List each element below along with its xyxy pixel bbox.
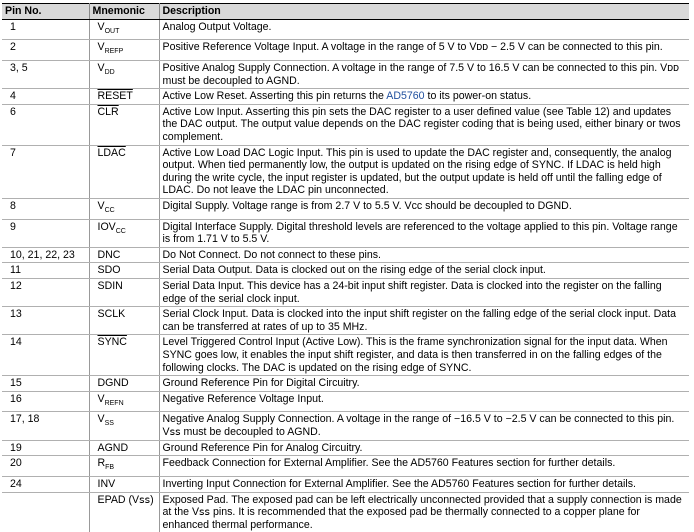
table-row bbox=[2, 145, 689, 198]
mnemonic-subscript: REFN bbox=[104, 399, 124, 407]
pin-description: Active Low Load DAC Logic Input. This pin is used to update the DAC register and, consequently, the analog output. When tied permanently low, the output is updated on the rising edge of SYNC. If LDAC is held high during the write cycle, the input register is updated, but the output update is held off until the falling edge of LDAC. Do not leave the LDAC pin unconnected. bbox=[159, 145, 689, 198]
pin-number: 20 bbox=[2, 456, 89, 477]
pin-mnemonic bbox=[89, 263, 159, 279]
mnemonic-text: $\overline{CLR}$ bbox=[97, 105, 119, 118]
table-row bbox=[2, 19, 689, 40]
table-row bbox=[2, 279, 689, 307]
pin-number bbox=[2, 492, 89, 532]
mnemonic-text: V bbox=[97, 199, 105, 212]
pin-mnemonic bbox=[89, 307, 159, 335]
pin-mnemonic bbox=[89, 391, 159, 412]
mnemonic-subscript: CC bbox=[104, 207, 115, 215]
table-row bbox=[2, 376, 689, 392]
pin-description: Inverting Input Connection for External Amplifier. See the AD5760 Features section for further details. bbox=[159, 476, 689, 492]
pin-description: Feedback Connection for External Amplifier. See the AD5760 Features section for further details. bbox=[159, 456, 689, 477]
pin-mnemonic bbox=[89, 61, 159, 89]
table-row bbox=[2, 104, 689, 145]
pin-number: 4 bbox=[2, 89, 89, 105]
pin-number: 7 bbox=[2, 145, 89, 198]
pin-number: 15 bbox=[2, 376, 89, 392]
pin-number: 8 bbox=[2, 198, 89, 219]
pin-mnemonic bbox=[89, 335, 159, 376]
pin-number: 14 bbox=[2, 335, 89, 376]
table-row bbox=[2, 412, 689, 440]
table-row bbox=[2, 40, 689, 61]
mnemonic-text: SYNC bbox=[97, 336, 127, 349]
pin-mnemonic bbox=[89, 247, 159, 263]
pin-number: 11 bbox=[2, 263, 89, 279]
table-row bbox=[2, 198, 689, 219]
pin-mnemonic bbox=[89, 412, 159, 440]
table-row bbox=[2, 89, 689, 105]
ad5760-link[interactable]: AD5760 bbox=[386, 90, 425, 103]
pin-description: Negative Analog Supply Connection. A voltage in the range of −16.5 V to −2.5 V can be connected to this pin. Vꜱꜱ must be decoupled to AGND. bbox=[159, 412, 689, 440]
pin-mnemonic bbox=[89, 40, 159, 61]
pin-description: Serial Clock Input. Data is clocked into the input shift register on the falling edge of the serial clock input. Data can be transferred at rates of up to 35 MHz. bbox=[159, 307, 689, 335]
mnemonic-text: RESET bbox=[97, 90, 133, 103]
mnemonic-text: DGND bbox=[97, 377, 129, 390]
pin-number: 17, 18 bbox=[2, 412, 89, 440]
pin-number: 10, 21, 22, 23 bbox=[2, 247, 89, 263]
pin-number: 6 bbox=[2, 104, 89, 145]
pin-description: Ground Reference Pin for Digital Circuitry. bbox=[159, 376, 689, 392]
pin-mnemonic bbox=[89, 476, 159, 492]
pin-mnemonic bbox=[89, 440, 159, 456]
pin-description: Level Triggered Control Input (Active Low). This is the frame synchronization signal for the input data. When SYNC goes low, it enables the input shift register, and data is then transferred in on the falling edges of the following clocks. The DAC is updated on the rising edge of SYNC. bbox=[159, 335, 689, 376]
pin-description: Serial Data Input. This device has a 24-bit input shift register. Data is clocked into the register on the falling edge of the serial clock input. bbox=[159, 279, 689, 307]
mnemonic-text: V bbox=[97, 41, 105, 54]
mnemonic-subscript: DD bbox=[104, 69, 115, 77]
mnemonic-text: LDAC bbox=[97, 146, 126, 159]
mnemonic-subscript: OUT bbox=[104, 27, 120, 35]
header-pin: Pin No. bbox=[2, 4, 89, 20]
pin-number: 13 bbox=[2, 307, 89, 335]
mnemonic-subscript: FB bbox=[105, 464, 115, 472]
mnemonic-text: DNC bbox=[97, 248, 121, 261]
pin-mnemonic bbox=[89, 492, 159, 532]
table-row bbox=[2, 219, 689, 247]
pin-mnemonic bbox=[89, 456, 159, 477]
table-row bbox=[2, 335, 689, 376]
pin-number: 3, 5 bbox=[2, 61, 89, 89]
pin-description: Serial Data Output. Data is clocked out on the rising edge of the serial clock input. bbox=[159, 263, 689, 279]
pin-description: Do Not Connect. Do not connect to these pins. bbox=[159, 247, 689, 263]
table-row bbox=[2, 61, 689, 89]
mnemonic-subscript: REFP bbox=[104, 48, 124, 56]
mnemonic-text: V bbox=[97, 413, 105, 426]
mnemonic-text: SDIN bbox=[97, 280, 123, 293]
mnemonic-text: V bbox=[97, 62, 105, 74]
pin-mnemonic bbox=[89, 19, 159, 40]
header-description: Description bbox=[159, 4, 689, 20]
pin-mnemonic bbox=[89, 219, 159, 247]
pin-number: 16 bbox=[2, 391, 89, 412]
table-header-row bbox=[2, 4, 689, 20]
table-row bbox=[2, 476, 689, 492]
mnemonic-text: SCLK bbox=[97, 308, 126, 321]
pin-mnemonic bbox=[89, 198, 159, 219]
mnemonic-subscript: CC bbox=[115, 227, 126, 235]
pin-number: 19 bbox=[2, 440, 89, 456]
mnemonic-text: SDO bbox=[97, 264, 121, 277]
pin-description: Analog Output Voltage. bbox=[159, 19, 689, 40]
mnemonic-text: V bbox=[97, 392, 105, 405]
mnemonic-text: EPAD (Vꜱꜱ) bbox=[97, 493, 154, 506]
pin-mnemonic bbox=[89, 145, 159, 198]
pin-number: 2 bbox=[2, 40, 89, 61]
pin-description bbox=[159, 89, 689, 105]
pin-number: 9 bbox=[2, 219, 89, 247]
pin-description: Positive Reference Voltage Input. A voltage in the range of 5 V to Vᴅᴅ − 2.5 V can be connected to this pin. bbox=[159, 40, 689, 61]
mnemonic-text: INV bbox=[97, 477, 116, 490]
table-row bbox=[2, 307, 689, 335]
pin-mnemonic bbox=[89, 279, 159, 307]
pin-number: 24 bbox=[2, 476, 89, 492]
table-row bbox=[2, 263, 689, 279]
table-row bbox=[2, 391, 689, 412]
pin-description: Digital Supply. Voltage range is from 2.7 V to 5.5 V. Vᴄᴄ should be decoupled to DGND. bbox=[159, 198, 689, 219]
mnemonic-text: V bbox=[97, 20, 105, 33]
mnemonic-subscript: SS bbox=[104, 420, 114, 428]
mnemonic-text: AGND bbox=[97, 441, 129, 454]
pin-description: Active Low Input. Asserting this pin sets the DAC register to a user defined value (see Table 12) and updates the DAC output. The output value depends on the DAC register coding that is being used, either binary or twos complement. bbox=[159, 104, 689, 145]
table-row bbox=[2, 456, 689, 477]
pin-function-table bbox=[2, 3, 689, 532]
header-mnemonic: Mnemonic bbox=[89, 4, 159, 20]
desc-text: to its power-on status. bbox=[424, 90, 532, 103]
pin-description: Positive Analog Supply Connection. A voltage in the range of 7.5 V to 16.5 V can be connected to this pin. Vᴅᴅ must be decoupled to AGND. bbox=[159, 61, 689, 89]
pin-description: Negative Reference Voltage Input. bbox=[159, 391, 689, 412]
mnemonic-text: R bbox=[97, 457, 106, 470]
desc-text: Active Low Reset. Asserting this pin returns the bbox=[162, 90, 387, 103]
table-row bbox=[2, 492, 689, 532]
pin-description: Ground Reference Pin for Analog Circuitry. bbox=[159, 440, 689, 456]
pin-mnemonic bbox=[89, 104, 159, 145]
pin-mnemonic bbox=[89, 89, 159, 105]
pin-number: 1 bbox=[2, 19, 89, 40]
mnemonic-text: IOV bbox=[97, 220, 116, 233]
pin-mnemonic bbox=[89, 376, 159, 392]
table-row bbox=[2, 247, 689, 263]
pin-description: Exposed Pad. The exposed pad can be left electrically unconnected provided that a supply connection is made at the Vꜱꜱ pins. It is recommended that the exposed pad be thermally connected to a copper plane for enhanced thermal performance. bbox=[162, 493, 682, 531]
pin-description: Digital Interface Supply. Digital threshold levels are referenced to the voltage applied to this pin. Voltage range is from 1.71 V to 5.5 V. bbox=[159, 219, 689, 247]
table-row bbox=[2, 440, 689, 456]
pin-number: 12 bbox=[2, 279, 89, 307]
